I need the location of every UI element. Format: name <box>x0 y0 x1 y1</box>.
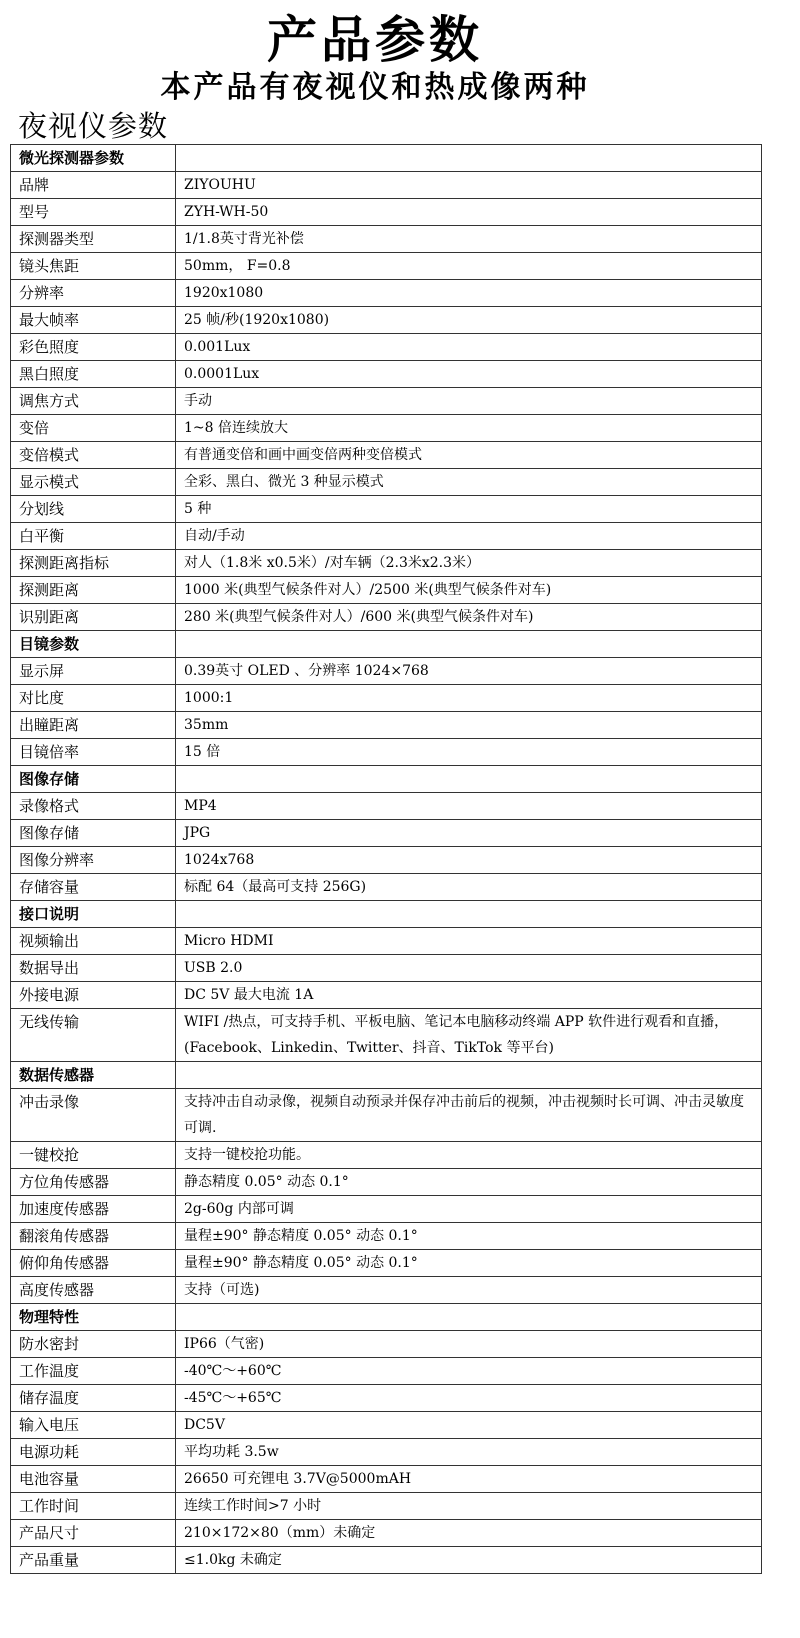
spec-row <box>11 172 762 199</box>
spec-row <box>11 1412 762 1439</box>
section-title: 夜视仪参数 <box>18 109 169 143</box>
spec-row <box>11 1169 762 1196</box>
spec-value <box>176 1062 762 1089</box>
spec-label: 最大帧率 <box>11 307 176 334</box>
spec-value: 支持（可选) <box>176 1277 762 1304</box>
spec-value: DC5V <box>176 1412 762 1439</box>
spec-label: 分辨率 <box>11 280 176 307</box>
spec-value: 1/1.8英寸背光补偿 <box>176 226 762 253</box>
spec-label: 变倍 <box>11 415 176 442</box>
spec-table-body <box>11 145 762 1574</box>
spec-group-row <box>11 631 762 658</box>
group-label: 图像存储 <box>11 766 176 793</box>
spec-row <box>11 847 762 874</box>
spec-value: MP4 <box>176 793 762 820</box>
spec-value: 自动/手动 <box>176 523 762 550</box>
spec-label: 存储容量 <box>11 874 176 901</box>
spec-row <box>11 874 762 901</box>
spec-row <box>11 712 762 739</box>
spec-label: 产品尺寸 <box>11 1520 176 1547</box>
spec-label: 电源功耗 <box>11 1439 176 1466</box>
spec-value: 手动 <box>176 388 762 415</box>
spec-label: 黑白照度 <box>11 361 176 388</box>
spec-value: ≤1.0kg 未确定 <box>176 1547 762 1574</box>
spec-row <box>11 523 762 550</box>
spec-label: 显示屏 <box>11 658 176 685</box>
spec-value: 量程±90° 静态精度 0.05° 动态 0.1° <box>176 1250 762 1277</box>
spec-value: 1024x768 <box>176 847 762 874</box>
spec-row <box>11 1089 762 1142</box>
spec-row <box>11 577 762 604</box>
spec-group-row <box>11 1062 762 1089</box>
spec-label: 白平衡 <box>11 523 176 550</box>
spec-value: 26650 可充锂电 3.7V@5000mAH <box>176 1466 762 1493</box>
spec-value: 1~8 倍连续放大 <box>176 415 762 442</box>
spec-label: 冲击录像 <box>11 1089 176 1142</box>
spec-value: 有普通变倍和画中画变倍两种变倍模式 <box>176 442 762 469</box>
spec-label: 数据导出 <box>11 955 176 982</box>
spec-row <box>11 1520 762 1547</box>
spec-label: 俯仰角传感器 <box>11 1250 176 1277</box>
spec-row <box>11 1547 762 1574</box>
spec-row <box>11 1250 762 1277</box>
spec-row <box>11 793 762 820</box>
spec-value: 5 种 <box>176 496 762 523</box>
spec-row <box>11 928 762 955</box>
spec-label: 储存温度 <box>11 1385 176 1412</box>
group-label: 数据传感器 <box>11 1062 176 1089</box>
spec-value: 静态精度 0.05° 动态 0.1° <box>176 1169 762 1196</box>
spec-value <box>176 766 762 793</box>
spec-label: 型号 <box>11 199 176 226</box>
spec-label: 彩色照度 <box>11 334 176 361</box>
spec-row <box>11 1493 762 1520</box>
spec-group-row <box>11 766 762 793</box>
spec-label: 方位角传感器 <box>11 1169 176 1196</box>
spec-row <box>11 496 762 523</box>
spec-label: 翻滚角传感器 <box>11 1223 176 1250</box>
spec-value: 280 米(典型气候条件对人）/600 米(典型气候条件对车) <box>176 604 762 631</box>
spec-value <box>176 631 762 658</box>
spec-label: 探测器类型 <box>11 226 176 253</box>
spec-label: 变倍模式 <box>11 442 176 469</box>
spec-row <box>11 604 762 631</box>
spec-label: 电池容量 <box>11 1466 176 1493</box>
spec-label: 识别距离 <box>11 604 176 631</box>
spec-value: USB 2.0 <box>176 955 762 982</box>
spec-row <box>11 388 762 415</box>
spec-value <box>176 1304 762 1331</box>
spec-value: Micro HDMI <box>176 928 762 955</box>
group-label: 物理特性 <box>11 1304 176 1331</box>
spec-label: 工作温度 <box>11 1358 176 1385</box>
page-title: 产品参数 <box>267 11 483 69</box>
spec-value <box>176 145 762 172</box>
spec-value: 0.39英寸 OLED 、分辨率 1024×768 <box>176 658 762 685</box>
spec-row <box>11 280 762 307</box>
spec-value: 量程±90° 静态精度 0.05° 动态 0.1° <box>176 1223 762 1250</box>
spec-label: 镜头焦距 <box>11 253 176 280</box>
spec-label: 分划线 <box>11 496 176 523</box>
spec-row <box>11 982 762 1009</box>
spec-value: 35mm <box>176 712 762 739</box>
spec-row <box>11 955 762 982</box>
spec-table <box>10 144 762 1574</box>
spec-label: 防水密封 <box>11 1331 176 1358</box>
spec-value: 对人（1.8米 x0.5米）/对车辆（2.3米x2.3米） <box>176 550 762 577</box>
spec-value: JPG <box>176 820 762 847</box>
spec-row <box>11 1466 762 1493</box>
group-label: 目镜参数 <box>11 631 176 658</box>
spec-row <box>11 1358 762 1385</box>
spec-label: 产品重量 <box>11 1547 176 1574</box>
spec-value: 2g-60g 内部可调 <box>176 1196 762 1223</box>
spec-row <box>11 334 762 361</box>
spec-value: 210×172×80（mm）未确定 <box>176 1520 762 1547</box>
spec-value: ZYH-WH-50 <box>176 199 762 226</box>
spec-label: 图像分辨率 <box>11 847 176 874</box>
spec-row <box>11 253 762 280</box>
spec-value: 全彩、黑白、微光 3 种显示模式 <box>176 469 762 496</box>
spec-group-row <box>11 1304 762 1331</box>
spec-value: 支持冲击自动录像，视频自动预录并保存冲击前后的视频，冲击视频时长可调、冲击灵敏度可调. <box>176 1089 762 1142</box>
spec-value: 25 帧/秒(1920x1080) <box>176 307 762 334</box>
spec-group-row <box>11 145 762 172</box>
spec-label: 输入电压 <box>11 1412 176 1439</box>
spec-value: DC 5V 最大电流 1A <box>176 982 762 1009</box>
spec-row <box>11 442 762 469</box>
spec-value: 支持一键校抢功能。 <box>176 1142 762 1169</box>
spec-label: 调焦方式 <box>11 388 176 415</box>
spec-label: 加速度传感器 <box>11 1196 176 1223</box>
spec-value: ZIYOUHU <box>176 172 762 199</box>
spec-group-row <box>11 901 762 928</box>
spec-row <box>11 1196 762 1223</box>
spec-label: 视频输出 <box>11 928 176 955</box>
group-label: 微光探测器参数 <box>11 145 176 172</box>
spec-row <box>11 1385 762 1412</box>
spec-value: 1920x1080 <box>176 280 762 307</box>
spec-label: 一键校抢 <box>11 1142 176 1169</box>
spec-row <box>11 1142 762 1169</box>
spec-row <box>11 1223 762 1250</box>
spec-label: 外接电源 <box>11 982 176 1009</box>
spec-value: 0.0001Lux <box>176 361 762 388</box>
spec-row <box>11 469 762 496</box>
spec-label: 高度传感器 <box>11 1277 176 1304</box>
spec-value: 50mm， F=0.8 <box>176 253 762 280</box>
spec-row <box>11 1277 762 1304</box>
spec-value: IP66（气密) <box>176 1331 762 1358</box>
spec-row <box>11 415 762 442</box>
spec-value: 平均功耗 3.5w <box>176 1439 762 1466</box>
group-label: 接口说明 <box>11 901 176 928</box>
spec-value: -45℃～+65℃ <box>176 1385 762 1412</box>
spec-row <box>11 307 762 334</box>
spec-row <box>11 1331 762 1358</box>
spec-label: 显示模式 <box>11 469 176 496</box>
spec-row <box>11 226 762 253</box>
spec-value: -40℃～+60℃ <box>176 1358 762 1385</box>
spec-value: 1000:1 <box>176 685 762 712</box>
spec-row <box>11 1439 762 1466</box>
spec-label: 图像存储 <box>11 820 176 847</box>
spec-row <box>11 199 762 226</box>
spec-row <box>11 1009 762 1062</box>
spec-row <box>11 739 762 766</box>
page-subtitle: 本产品有夜视仪和热成像两种 <box>160 70 590 105</box>
spec-value: 1000 米(典型气候条件对人）/2500 米(典型气候条件对车) <box>176 577 762 604</box>
spec-label: 探测距离 <box>11 577 176 604</box>
spec-label: 录像格式 <box>11 793 176 820</box>
spec-row <box>11 820 762 847</box>
spec-label: 工作时间 <box>11 1493 176 1520</box>
spec-value: 15 倍 <box>176 739 762 766</box>
spec-value: 标配 64（最高可支持 256G) <box>176 874 762 901</box>
spec-value <box>176 901 762 928</box>
spec-value: 0.001Lux <box>176 334 762 361</box>
spec-row <box>11 550 762 577</box>
spec-label: 品牌 <box>11 172 176 199</box>
spec-row <box>11 685 762 712</box>
spec-label: 探测距离指标 <box>11 550 176 577</box>
spec-label: 无线传输 <box>11 1009 176 1062</box>
spec-label: 目镜倍率 <box>11 739 176 766</box>
spec-value: 连续工作时间>7 小时 <box>176 1493 762 1520</box>
spec-label: 对比度 <box>11 685 176 712</box>
spec-row <box>11 361 762 388</box>
spec-value: WIFI /热点，可支持手机、平板电脑、笔记本电脑移动终端 APP 软件进行观看和直播，(Facebook、Linkedin、Twitter、抖音、TikTok 等平台) <box>176 1009 762 1062</box>
spec-row <box>11 658 762 685</box>
spec-label: 出瞳距离 <box>11 712 176 739</box>
